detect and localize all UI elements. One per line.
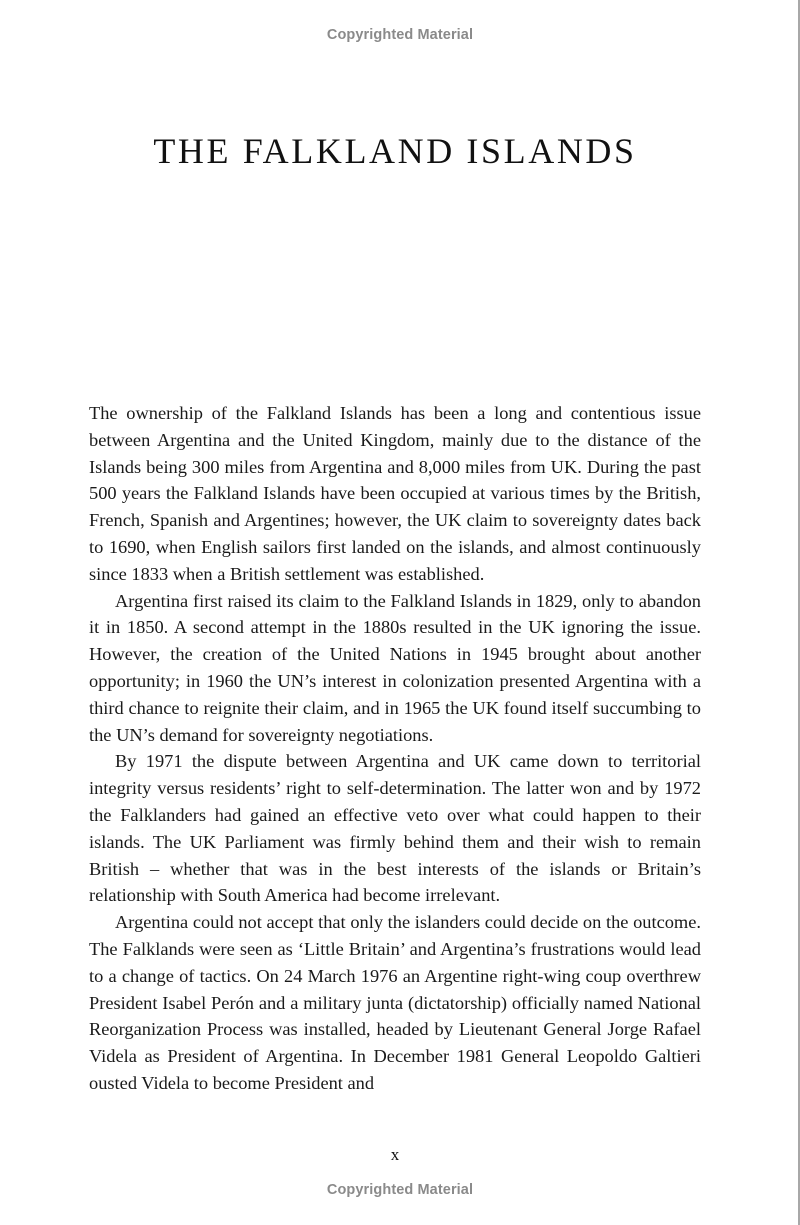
chapter-title: THE FALKLAND ISLANDS [153, 131, 637, 171]
copyright-watermark-top: Copyrighted Material [326, 27, 474, 43]
paragraph-1: The ownership of the Falkland Islands has been a long and contentious issue between Argentina and the United Kingdom, mainly due to the distance of the Islands being 300 miles from Argentina and 8,000 miles from UK. During the past 500 years the Falkland Islands have been occupied at various times by the British, French, Spanish and Argentines; however, the UK claim to sovereignty dates back to 1690, when English sailors first landed on the islands, and almost continuously since 1833 when a British settlement was established. [89, 403, 701, 584]
paragraph-3: By 1971 the dispute between Argentina and UK came down to territorial integrity versus residents’ right to self-determination. The latter won and by 1972 the Falklanders had gained an effective veto over what could happen to their islands. The UK Parliament was firmly behind them and their wish to remain British – whether that was in the best interests of the islands or Britain’s relationship with South America had become irrelevant. [89, 751, 701, 906]
page-number: x [390, 1145, 400, 1164]
copyright-watermark-bottom: Copyrighted Material [326, 1182, 474, 1198]
paragraph-2: Argentina first raised its claim to the Falkland Islands in 1829, only to abandon it in 1850. A second attempt in the 1880s resulted in the UK ignoring the issue. However, the creation of the United Nations in 1945 brought about another opportunity; in 1960 the UN’s interest in colonization presented Argentina with a third chance to reignite their claim, and in 1965 the UK found itself succumbing to the UN’s demand for sovereignty negotiations. [89, 590, 701, 745]
chapter-body [89, 400, 701, 1097]
paragraph-4: Argentina could not accept that only the islanders could decide on the outcome. The Falklands were seen as ‘Little Britain’ and Argentina’s frustrations would lead to a change of tactics. On 24 March 1976 an Argentine right-wing coup overthrew President Isabel Perón and a military junta (dictatorship) officially named National Reorganization Process was installed, headed by Lieutenant General Jorge Rafael Videla as President of Argentina. In December 1981 General Leopoldo Galtieri ousted Videla to become President and [89, 912, 701, 1093]
